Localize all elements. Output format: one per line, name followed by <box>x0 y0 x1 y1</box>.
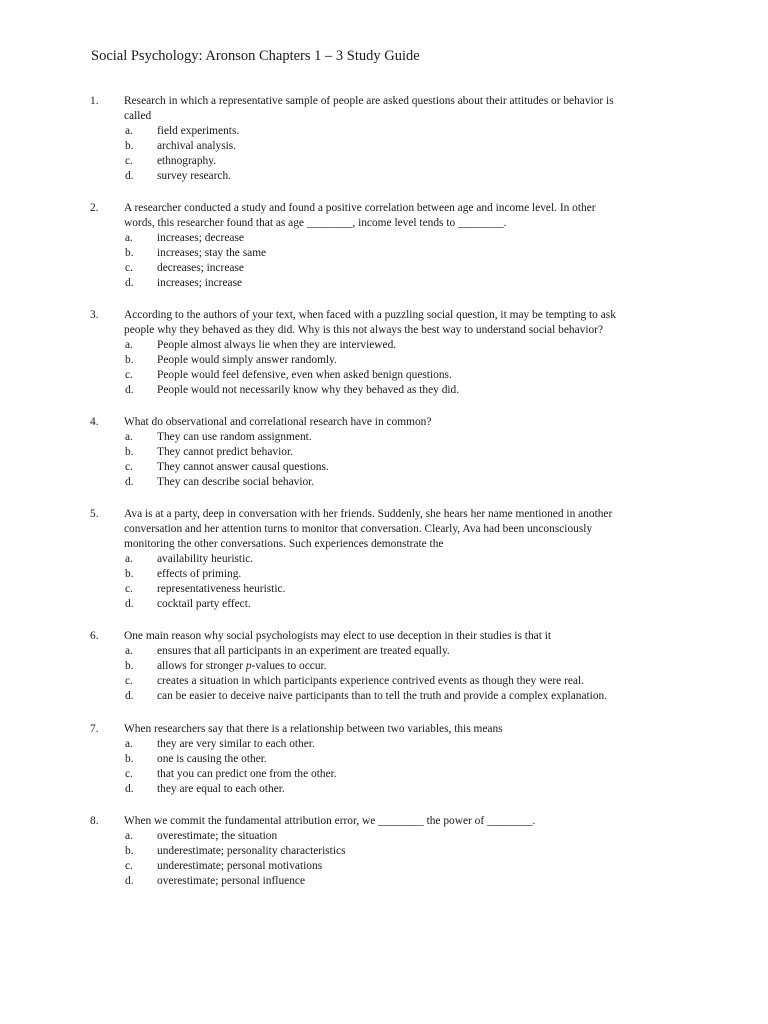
question-number: 3. <box>90 309 99 321</box>
question-line: Ava is at a party, deep in conversation with her friends. Suddenly, she hears her name mentioned in another <box>124 508 613 520</box>
answer-option <box>0 383 768 398</box>
option-letter: b. <box>125 845 134 857</box>
option-letter: c. <box>125 369 133 381</box>
question-text <box>124 629 672 644</box>
option-text: field experiments. <box>157 125 240 137</box>
option-text: ethnography. <box>157 155 217 167</box>
question-text <box>124 201 672 231</box>
question-number: 4. <box>90 416 99 428</box>
option-letter: b. <box>125 753 134 765</box>
option-text: overestimate; the situation <box>157 830 278 842</box>
question-number: 6. <box>90 630 99 642</box>
option-letter: b. <box>125 354 134 366</box>
answer-option <box>0 154 768 169</box>
option-letter: a. <box>125 738 133 750</box>
answer-option <box>0 353 768 368</box>
question-text <box>124 814 672 829</box>
option-letter: a. <box>125 830 133 842</box>
option-text: they are very similar to each other. <box>157 738 315 750</box>
option-letter: c. <box>125 461 133 473</box>
answer-option <box>0 689 768 704</box>
question-line: When researchers say that there is a relationship between two variables, this means <box>124 723 503 735</box>
option-text-part: allows for stronger <box>157 660 244 672</box>
option-letter: d. <box>125 476 134 488</box>
option-letter: b. <box>125 660 134 672</box>
question-line: One main reason why social psychologists may elect to use deception in their studies is that it <box>124 630 552 642</box>
question-number: 1. <box>90 95 99 107</box>
question-number: 7. <box>90 723 99 735</box>
option-letter: d. <box>125 598 134 610</box>
option-letter: b. <box>125 568 134 580</box>
option-text: cocktail party effect. <box>157 598 251 610</box>
answer-option <box>0 659 768 674</box>
answer-option <box>0 552 768 567</box>
option-text: They cannot predict behavior. <box>157 446 294 458</box>
option-letter: a. <box>125 431 133 443</box>
option-text: People almost always lie when they are interviewed. <box>157 339 397 351</box>
option-text: underestimate; personality characteristics <box>157 845 346 857</box>
answer-option <box>0 752 768 767</box>
answer-option <box>0 430 768 445</box>
answer-option <box>0 737 768 752</box>
option-letter: c. <box>125 155 133 167</box>
option-text: they are equal to each other. <box>157 783 285 795</box>
question-text <box>124 722 672 737</box>
question-line: According to the authors of your text, when faced with a puzzling social question, it may be tempting to ask <box>124 309 616 321</box>
question-line: Research in which a representative sample of people are asked questions about their attitudes or behavior is <box>124 95 614 107</box>
option-text: increases; decrease <box>157 232 244 244</box>
option-letter: c. <box>125 262 133 274</box>
option-letter: d. <box>125 783 134 795</box>
answer-option <box>0 276 768 291</box>
answer-option <box>0 475 768 490</box>
option-text: representativeness heuristic. <box>157 583 286 595</box>
answer-option <box>0 644 768 659</box>
option-text: They can describe social behavior. <box>157 476 315 488</box>
option-letter: b. <box>125 247 134 259</box>
option-text: archival analysis. <box>157 140 237 152</box>
answer-option <box>0 169 768 184</box>
answer-option <box>0 597 768 612</box>
question-text <box>124 308 672 338</box>
option-text: They cannot answer causal questions. <box>157 461 329 473</box>
option-letter: c. <box>125 860 133 872</box>
page-title: Social Psychology: Aronson Chapters 1 – 3 Study Guide <box>91 48 420 64</box>
option-text: overestimate; personal influence <box>157 875 306 887</box>
answer-option <box>0 767 768 782</box>
option-letter: d. <box>125 690 134 702</box>
option-text: increases; increase <box>157 277 243 289</box>
option-letter: d. <box>125 384 134 396</box>
option-letter: a. <box>125 232 133 244</box>
option-text-part: -values to occur. <box>251 660 327 672</box>
question-line: When we commit the fundamental attribution error, we ________ the power of ________. <box>124 815 536 827</box>
option-letter: d. <box>125 170 134 182</box>
option-letter: a. <box>125 125 133 137</box>
option-letter: b. <box>125 140 134 152</box>
answer-option <box>0 844 768 859</box>
option-text: People would not necessarily know why they behaved as they did. <box>157 384 460 396</box>
option-letter: c. <box>125 768 133 780</box>
answer-option <box>0 674 768 689</box>
question-line: conversation and her attention turns to monitor that conversation. Clearly, Ava had been unconsciously <box>124 523 593 535</box>
option-letter: c. <box>125 675 133 687</box>
answer-option <box>0 859 768 874</box>
option-text <box>157 659 327 674</box>
question-line: What do observational and correlational research have in common? <box>124 416 432 428</box>
answer-option <box>0 231 768 246</box>
question-text <box>124 415 672 430</box>
answer-option <box>0 246 768 261</box>
answer-option <box>0 338 768 353</box>
option-text: ensures that all participants in an experiment are treated equally. <box>157 645 450 657</box>
option-text: availability heuristic. <box>157 553 254 565</box>
option-letter: d. <box>125 875 134 887</box>
option-text: can be easier to deceive naive participants than to tell the truth and provide a complex explanation. <box>157 690 608 702</box>
answer-option <box>0 582 768 597</box>
question-number: 8. <box>90 815 99 827</box>
question-line: words, this researcher found that as age ________, income level tends to ________. <box>124 217 507 229</box>
option-letter: b. <box>125 446 134 458</box>
question-text <box>124 94 672 124</box>
question-number: 2. <box>90 202 99 214</box>
option-text: survey research. <box>157 170 232 182</box>
option-text: one is causing the other. <box>157 753 267 765</box>
answer-option <box>0 829 768 844</box>
option-text: People would feel defensive, even when asked benign questions. <box>157 369 452 381</box>
answer-option <box>0 445 768 460</box>
option-letter: a. <box>125 645 133 657</box>
question-line: called <box>124 110 152 122</box>
question-text <box>124 507 672 552</box>
option-text: People would simply answer randomly. <box>157 354 337 366</box>
answer-option <box>0 124 768 139</box>
option-text: creates a situation in which participants experience contrived events as though they were real. <box>157 675 584 687</box>
option-text: increases; stay the same <box>157 247 267 259</box>
answer-option <box>0 874 768 889</box>
question-line: monitoring the other conversations. Such experiences demonstrate the <box>124 538 444 550</box>
answer-option <box>0 139 768 154</box>
answer-option <box>0 368 768 383</box>
option-letter: c. <box>125 583 133 595</box>
p-value-symbol: p <box>245 660 252 672</box>
option-letter: a. <box>125 553 133 565</box>
answer-option <box>0 261 768 276</box>
question-line: A researcher conducted a study and found a positive correlation between age and income level. In other <box>124 202 596 214</box>
option-letter: d. <box>125 277 134 289</box>
answer-option <box>0 782 768 797</box>
option-text: underestimate; personal motivations <box>157 860 323 872</box>
question-line: people why they behaved as they did. Why is this not always the best way to understand social behavior? <box>124 324 604 336</box>
answer-option <box>0 460 768 475</box>
question-number: 5. <box>90 508 99 520</box>
option-text: effects of priming. <box>157 568 242 580</box>
option-text: They can use random assignment. <box>157 431 312 443</box>
option-text: that you can predict one from the other. <box>157 768 337 780</box>
option-letter: a. <box>125 339 133 351</box>
answer-option <box>0 567 768 582</box>
option-text: decreases; increase <box>157 262 244 274</box>
